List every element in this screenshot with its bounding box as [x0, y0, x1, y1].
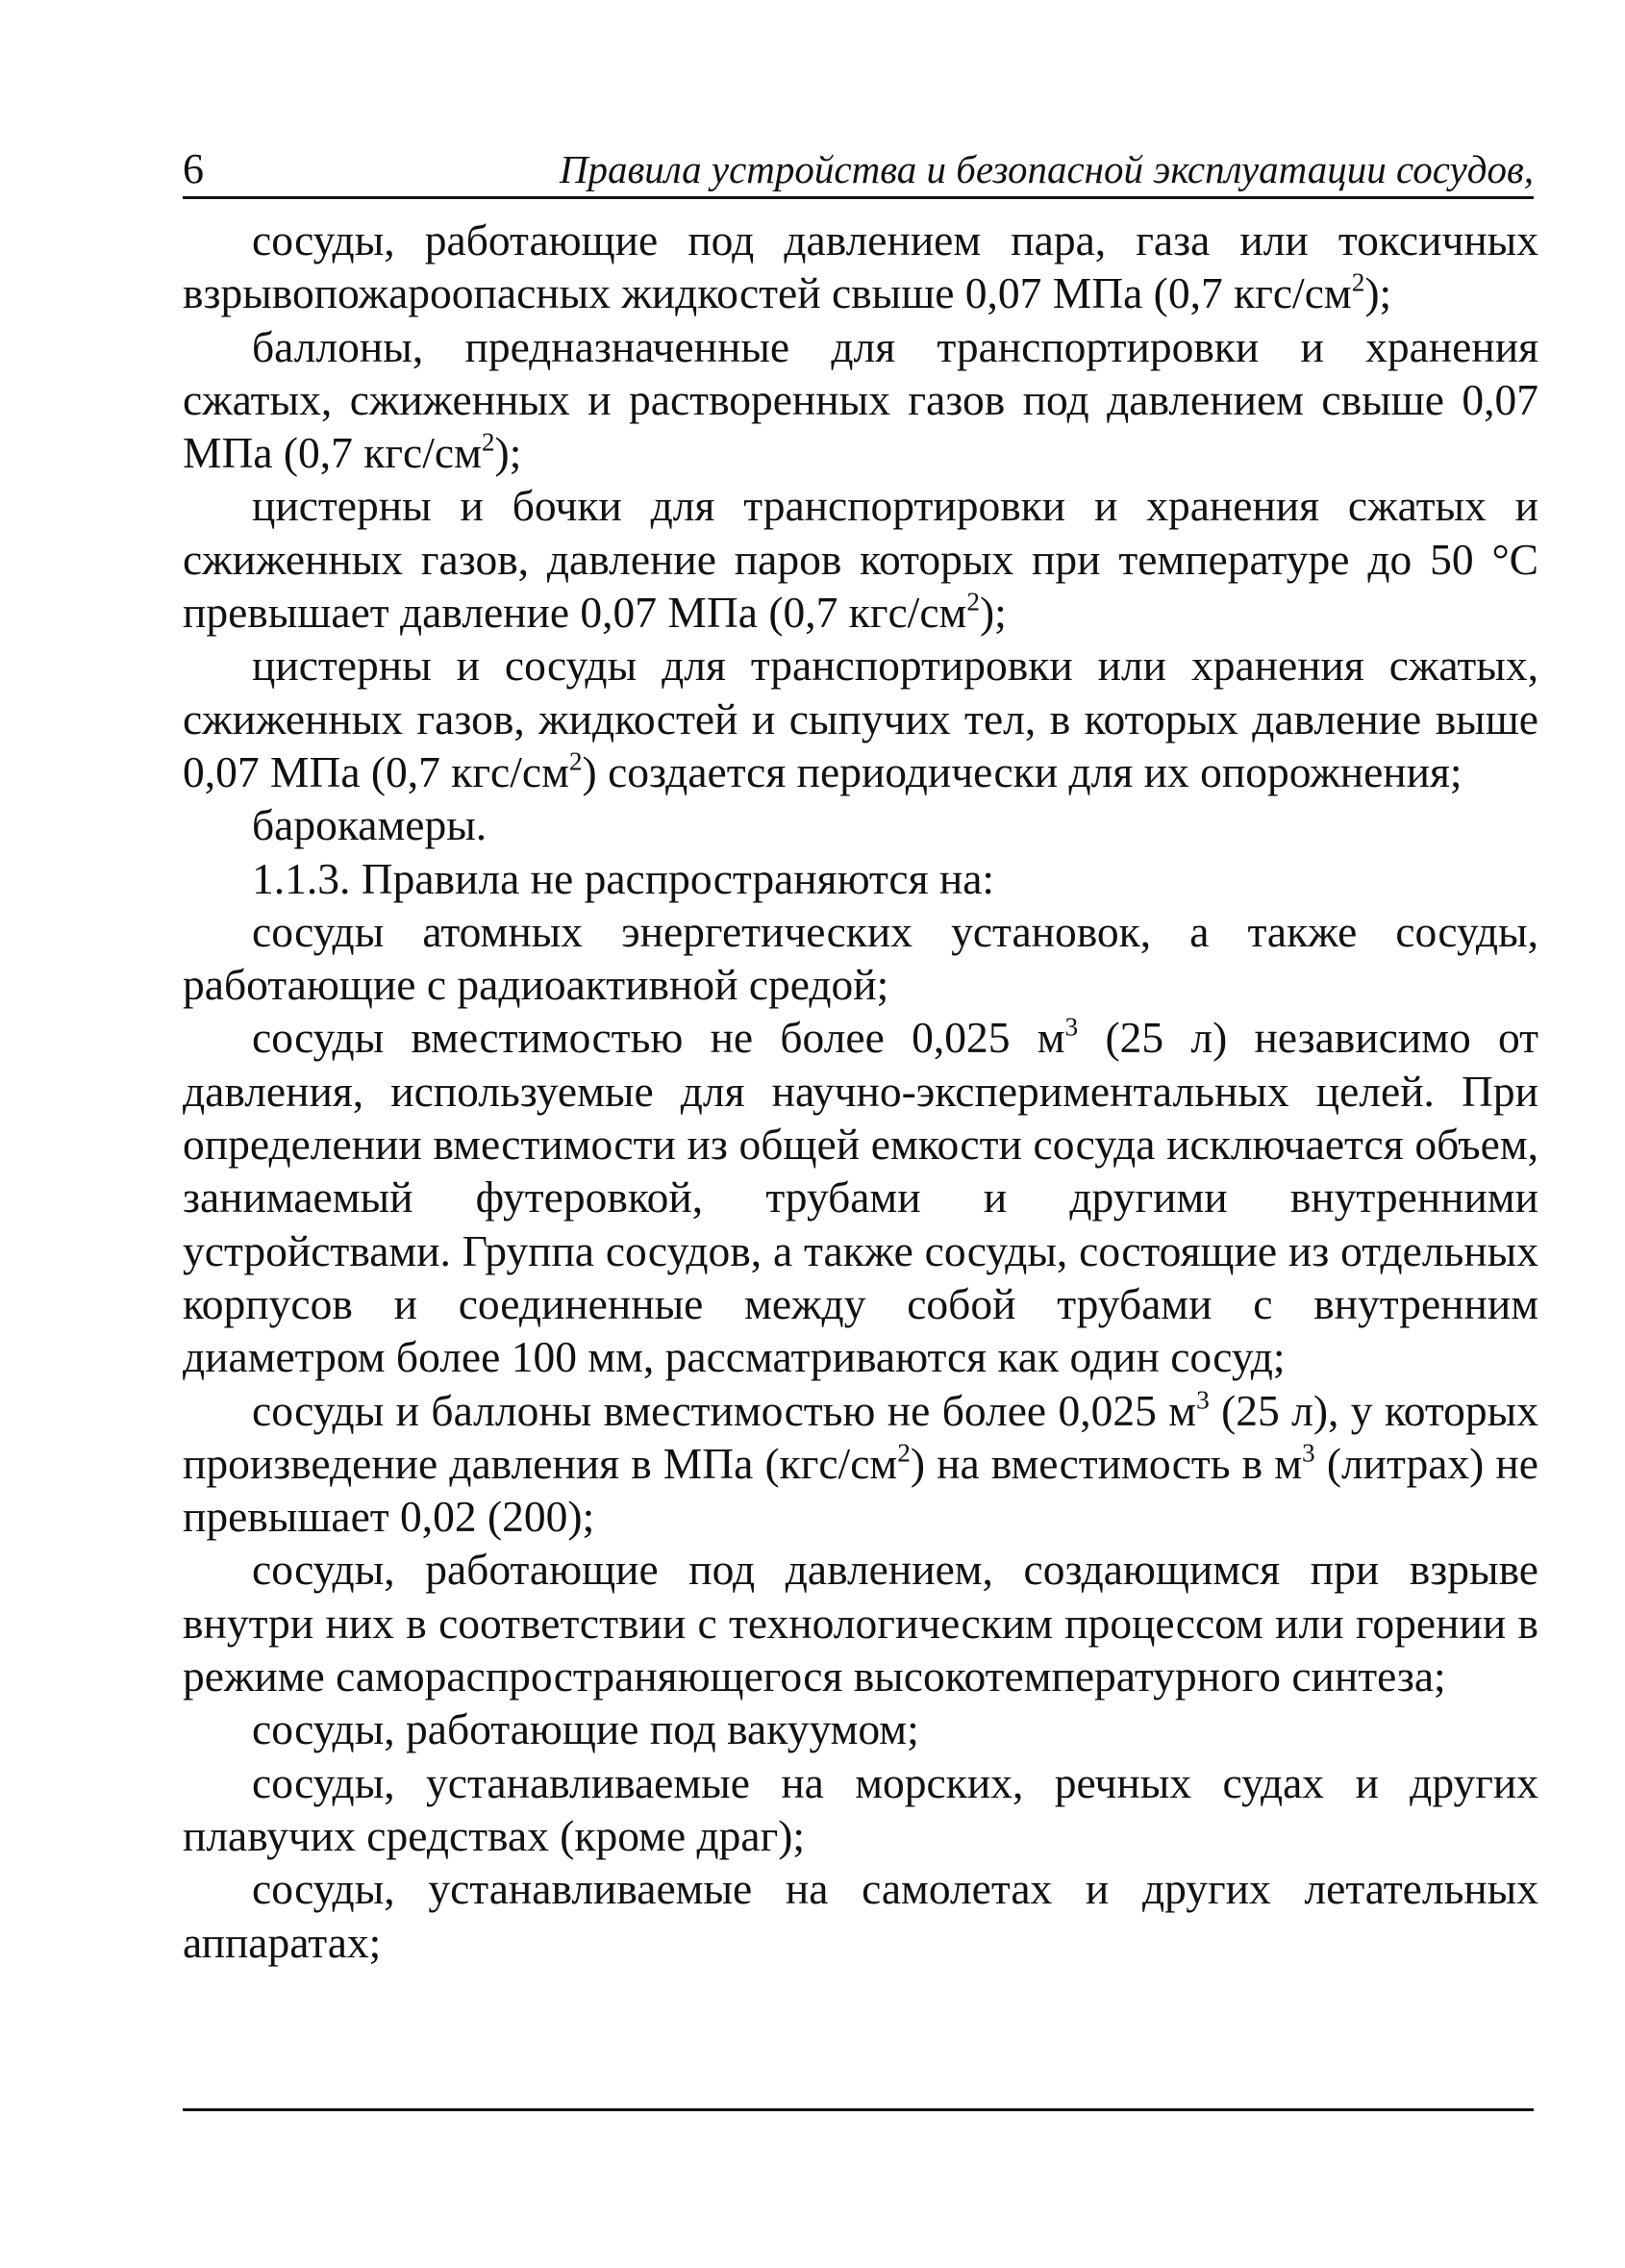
- paragraph-cylinders: баллоны, предназначенные для транспортировки и хранения сжатых, сжиженных и растворенных газов под давлением свыше 0,07 МПа (0,7 кгс/$см^2$);: [183, 321, 1538, 478]
- paragraph-aircraft-vessels: сосуды, устанавливаемые на самолетах и других летательных аппаратах;: [183, 1864, 1538, 1967]
- paragraph-tanks-barrels: цистерны и бочки для транспортировки и хранения сжатых и сжиженных газов, давление паров которых при температуре до 50 °С превышает давление 0,07 МПа (0,7 кгс/$см^2$);: [183, 481, 1538, 638]
- paragraph-explosion-vessels: сосуды, работающие под давлением, создающимся при взрыве внутри них в соответствии с технологическим процессом или горении в режиме самораспространяющегося высокотемпературного синтеза;: [183, 1545, 1538, 1701]
- paragraph-small-volume-vessels: сосуды вместимостью не более 0,025 $м^3$ (25 л) независимо от давления, используемые для научно-экспериментальных целей. При определении вместимости из общей емкости сосуда исключается объем, занимаемый футеровкой, трубами и другими внутренними устройствами. Группа сосудов, а также сосуды, состоящие из отдельных корпусов и соединенные между собой трубами с внутренним диаметром более 100 мм, рассматриваются как один сосуд;: [183, 1012, 1539, 1382]
- paragraph-ship-vessels: сосуды, устанавливаемые на морских, речных судах и других плавучих средствах (кроме драг);: [183, 1757, 1538, 1860]
- paragraph-nuclear-vessels: сосуды атомных энергетических установок, а также сосуды, работающие с радиоактивной средой;: [183, 906, 1538, 1010]
- paragraph-vessels-toxic-liquids: сосуды, работающие под давлением пара, газа или токсичных взрывопожароопасных жидкостей свыше 0,07 МПа (0,7 кгс/$см^2$);: [183, 215, 1538, 318]
- paragraph-small-cylinders: сосуды и баллоны вместимостью не более 0,025 $м^3$ (25 л), у которых произведение давления в МПа $(кгс/см^2)$ на вместимость в $м^3$ (литрах) не превышает 0,02 (200);: [183, 1384, 1538, 1542]
- section-heading-1-1-3: 1.1.3. Правила не распространяются на:: [252, 853, 995, 903]
- page-header: [183, 144, 1534, 194]
- body-text: [183, 214, 1538, 1969]
- paragraph-vacuum-vessels: сосуды, работающие под вакуумом;: [252, 1704, 919, 1754]
- footer-rule: [183, 2108, 1534, 2111]
- page-number: 6: [183, 145, 204, 192]
- paragraph-pressure-chambers: барокамеры.: [252, 800, 488, 850]
- header-rule: [183, 196, 1534, 199]
- running-title: Правила устройства и безопасной эксплуатации сосудов,: [559, 147, 1534, 191]
- paragraph-tanks-periodic-pressure: цистерны и сосуды для транспортировки или хранения сжатых, сжиженных газов, жидкостей и сыпучих тел, в которых давление выше 0,07 МПа (0,7 кгс/$см^2$) создается периодически для их опорожнения;: [183, 641, 1538, 796]
